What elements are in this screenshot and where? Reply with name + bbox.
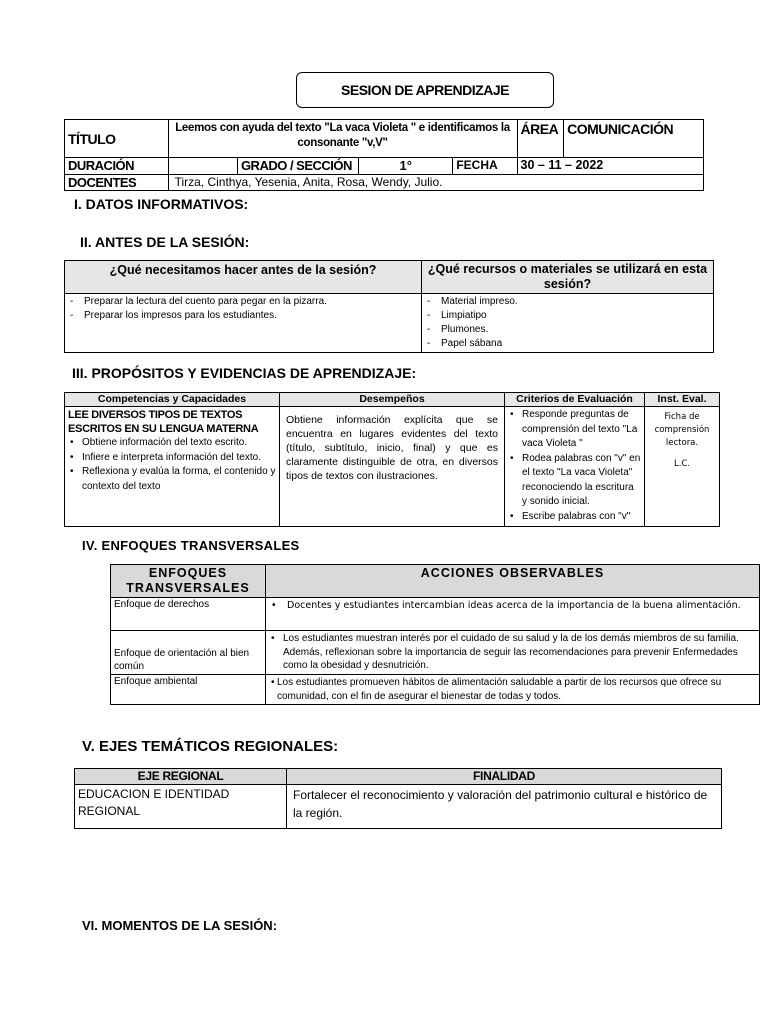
- fecha-value: 30 – 11 – 2022: [517, 158, 703, 175]
- info-table: [64, 119, 704, 191]
- enfoques-col1-header: ENFOQUES TRANSVERSALES: [111, 565, 266, 598]
- col-header-desempenos: Desempeños: [280, 393, 505, 407]
- enfoque-action-cell: [266, 631, 760, 675]
- list-item: - Preparar la lectura del cuento para pegar en la pizarra.: [68, 295, 418, 309]
- col-header-instrumento: Inst. Eval.: [645, 393, 720, 407]
- enfoque-name: Enfoque de derechos: [111, 598, 266, 631]
- antes-col1-cell: [65, 294, 422, 353]
- fecha-label: FECHA: [453, 158, 517, 175]
- list-item: - Preparar los impresos para los estudiantes.: [68, 309, 418, 323]
- list-item: • Escribe palabras con "v": [508, 510, 641, 525]
- section-momentos: VI. MOMENTOS DE LA SESIÓN:: [82, 918, 278, 933]
- desempeno-text: Obtiene información explícita que se encuentra en lugares evidentes del texto (título, subtítulo, inicio, final) y que es claramente distinguible de otra, en diversos tipos de textos con ilustraciones.: [286, 414, 498, 482]
- desempeno-cell: [280, 407, 505, 527]
- list-item: • Reflexiona y evalúa la forma, el contenido y contexto del texto: [68, 465, 276, 494]
- competencias-cell: [65, 407, 280, 527]
- section-ejes: V. EJES TEMÁTICOS REGIONALES:: [82, 738, 339, 755]
- criterios-cell: [505, 407, 645, 527]
- finalidad-value: Fortalecer el reconocimiento y valoración del patrimonio cultural e histórico de la región.: [287, 785, 722, 829]
- ejes-col2-header: FINALIDAD: [287, 769, 722, 785]
- docentes-value: Tirza, Cinthya, Yesenia, Anita, Rosa, Wendy, Julio.: [168, 175, 703, 191]
- grado-value: 1°: [359, 158, 453, 175]
- list-item: - Material impreso.: [425, 295, 710, 309]
- propositos-table: [64, 392, 720, 527]
- titulo-value: Leemos con ayuda del texto "La vaca Violeta " e identificamos la consonante "v,V": [168, 120, 517, 158]
- enfoque-name: Enfoque de orientación al bien común: [111, 631, 266, 675]
- enfoque-action-cell: [266, 675, 760, 705]
- enfoque-action-cell: [266, 598, 760, 631]
- duracion-value: [168, 158, 237, 175]
- list-item: • Docentes y estudiantes intercambian ideas acerca de la importancia de la buena alimentación.: [269, 599, 756, 614]
- area-label: ÁREA: [517, 120, 564, 158]
- section-propositos: III. PROPÓSITOS Y EVIDENCIAS DE APRENDIZAJE:: [72, 365, 417, 381]
- duracion-label: DURACIÓN: [65, 158, 169, 175]
- col-header-competencias: Competencias y Capacidades: [65, 393, 280, 407]
- antes-col1-header: ¿Qué necesitamos hacer antes de la sesión?: [65, 261, 422, 294]
- antes-col2-cell: [422, 294, 714, 353]
- antes-col2-header: ¿Qué recursos o materiales se utilizará en esta sesión?: [422, 261, 714, 294]
- enfoques-col2-header: ACCIONES OBSERVABLES: [266, 565, 760, 598]
- list-item: • Rodea palabras con "v" en el texto "La vaca Violeta" reconociendo la escritura y sonido inicial.: [508, 452, 641, 510]
- page-title: SESION DE APRENDIZAJE: [296, 72, 554, 108]
- list-item: • Obtiene información del texto escrito.: [68, 436, 276, 451]
- list-item: • Responde preguntas de comprensión del texto "La vaca Violeta ": [508, 408, 641, 452]
- list-item: • Los estudiantes promueven hábitos de alimentación saludable a partir de los recursos que ofrece su comunidad, con el fin de asegurar el bienestar de todas y todos.: [269, 676, 756, 703]
- area-value: COMUNICACIÓN: [564, 120, 704, 158]
- section-enfoques: IV. ENFOQUES TRANSVERSALES: [82, 538, 300, 553]
- instrumento-text: Ficha de comprensión lectora.: [654, 412, 710, 448]
- titulo-label: TÍTULO: [65, 120, 169, 158]
- list-item: - Plumones.: [425, 323, 710, 337]
- enfoque-name: Enfoque ambiental: [111, 675, 266, 705]
- ejes-col1-header: EJE REGIONAL: [75, 769, 287, 785]
- list-item: • Los estudiantes muestran interés por el cuidado de su salud y la de los demás miembros de su familia. Además, reflexionan sobre la importancia de seguir las recomendaciones para prevenir Enfermedades como la obesidad y desnutrición.: [269, 632, 756, 673]
- antes-table: [64, 260, 714, 353]
- enfoques-table: [110, 564, 760, 705]
- list-item: • Infiere e interpreta información del texto.: [68, 451, 276, 466]
- list-item: - Papel sábana: [425, 337, 710, 351]
- section-antes-sesion: II. ANTES DE LA SESIÓN:: [80, 234, 250, 250]
- docentes-label: DOCENTES: [65, 175, 169, 191]
- instrumento-cell: [645, 407, 720, 527]
- grado-label: GRADO / SECCIÓN: [237, 158, 358, 175]
- eje-regional-value: EDUCACION E IDENTIDAD REGIONAL: [75, 785, 287, 829]
- ejes-table: [74, 768, 722, 829]
- section-datos-informativos: I. DATOS INFORMATIVOS:: [74, 196, 249, 212]
- competencia-title: LEE DIVERSOS TIPOS DE TEXTOS ESCRITOS EN SU LENGUA MATERNA: [68, 409, 259, 435]
- list-item: - Limpiatipo: [425, 309, 710, 323]
- col-header-criterios: Criterios de Evaluación: [505, 393, 645, 407]
- instrumento-code: L.C.: [673, 459, 691, 469]
